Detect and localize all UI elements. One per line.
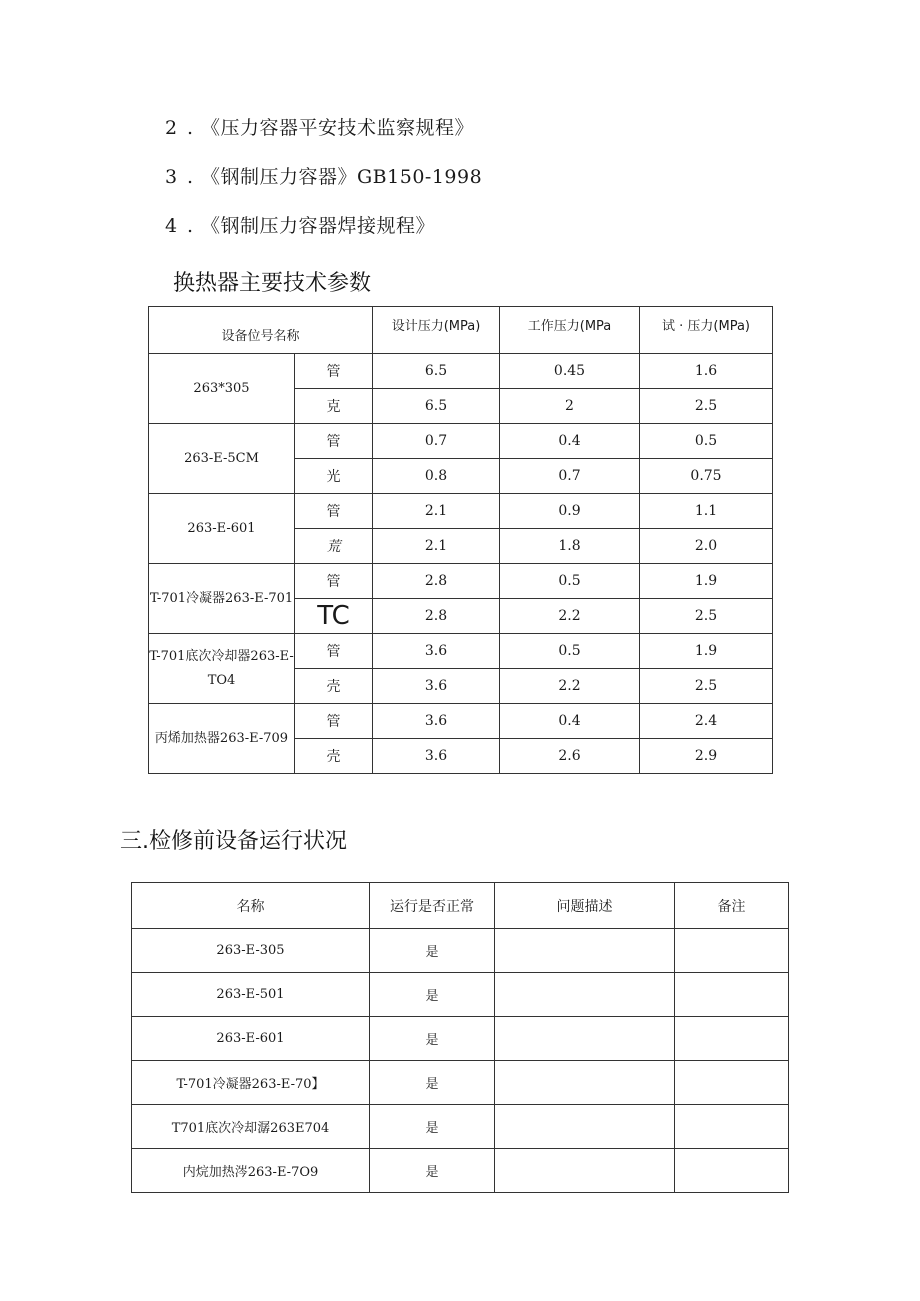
running-normal: 是 <box>370 1061 495 1105</box>
problem-description <box>495 973 675 1017</box>
test-pressure: 0.5 <box>640 424 773 459</box>
equipment-name: T701底次冷却潺263E704 <box>132 1105 370 1149</box>
side-label: 壳 <box>295 669 373 704</box>
working-pressure: 0.5 <box>500 634 640 669</box>
header-normal: 运行是否正常 <box>370 883 495 929</box>
reference-item: 2 . 《压力容器平安技术监察规程》 <box>165 117 475 139</box>
reference-number: 3 <box>165 166 178 188</box>
reference-item: 3 . 《钢制压力容器》GB150-1998 <box>165 166 483 188</box>
working-pressure: 2.2 <box>500 669 640 704</box>
equipment-name: 263*305 <box>149 354 295 424</box>
test-pressure: 1.6 <box>640 354 773 389</box>
remark <box>675 1149 789 1193</box>
running-normal: 是 <box>370 1149 495 1193</box>
working-pressure: 0.9 <box>500 494 640 529</box>
header-remark: 备注 <box>675 883 789 929</box>
design-pressure: 3.6 <box>373 704 500 739</box>
working-pressure: 2.6 <box>500 739 640 774</box>
equipment-name: 263-E-601 <box>132 1017 370 1061</box>
design-pressure: 2.1 <box>373 494 500 529</box>
design-pressure: 3.6 <box>373 739 500 774</box>
reference-number: 4 <box>165 215 178 237</box>
design-pressure: 2.8 <box>373 564 500 599</box>
design-pressure: 6.5 <box>373 389 500 424</box>
problem-description <box>495 1105 675 1149</box>
header-test-pressure: 试 · 压力(MPa) <box>640 307 773 354</box>
table-row <box>149 354 773 389</box>
table-row <box>149 494 773 529</box>
working-pressure: 0.7 <box>500 459 640 494</box>
remark <box>675 973 789 1017</box>
running-normal: 是 <box>370 929 495 973</box>
equipment-name: 263-E-501 <box>132 973 370 1017</box>
side-label: 管 <box>295 494 373 529</box>
test-pressure: 1.9 <box>640 564 773 599</box>
equipment-name: T-701冷凝器263-E-701 <box>149 564 295 634</box>
test-pressure: 2.5 <box>640 599 773 634</box>
remark <box>675 929 789 973</box>
problem-description <box>495 1149 675 1193</box>
table-row <box>132 1105 789 1149</box>
side-label: 壳 <box>295 739 373 774</box>
reference-text: 《钢制压力容器》GB150-1998 <box>201 166 483 188</box>
design-pressure: 6.5 <box>373 354 500 389</box>
test-pressure: 2.4 <box>640 704 773 739</box>
test-pressure: 2.5 <box>640 669 773 704</box>
equipment-name: 263-E-5CM <box>149 424 295 494</box>
working-pressure: 0.4 <box>500 424 640 459</box>
reference-text: 《钢制压力容器焊接规程》 <box>201 215 436 237</box>
design-pressure: 0.8 <box>373 459 500 494</box>
problem-description <box>495 929 675 973</box>
design-pressure: 0.7 <box>373 424 500 459</box>
side-label: 管 <box>295 564 373 599</box>
design-pressure: 2.8 <box>373 599 500 634</box>
table-row <box>132 1061 789 1105</box>
table-row <box>149 704 773 739</box>
side-label: TC <box>295 599 373 634</box>
table-row <box>149 634 773 669</box>
test-pressure: 1.9 <box>640 634 773 669</box>
working-pressure: 2.2 <box>500 599 640 634</box>
remark <box>675 1017 789 1061</box>
table-row <box>149 424 773 459</box>
working-pressure: 1.8 <box>500 529 640 564</box>
parameters-table <box>148 306 773 774</box>
header-working-pressure: 工作压力(MPa <box>500 307 640 354</box>
side-label: 管 <box>295 634 373 669</box>
header-design-pressure: 设计压力(MPa) <box>373 307 500 354</box>
design-pressure: 3.6 <box>373 634 500 669</box>
running-normal: 是 <box>370 1017 495 1061</box>
status-table <box>131 882 789 1193</box>
remark <box>675 1061 789 1105</box>
equipment-name: T-701冷凝器263-E-70】 <box>132 1061 370 1105</box>
test-pressure: 1.1 <box>640 494 773 529</box>
table-row <box>132 1017 789 1061</box>
table-row <box>149 564 773 599</box>
table-header-row <box>149 307 773 354</box>
running-normal: 是 <box>370 1105 495 1149</box>
test-pressure: 2.9 <box>640 739 773 774</box>
equipment-name: T-701底次冷却器263-E-TO4 <box>149 634 295 704</box>
header-name: 名称 <box>132 883 370 929</box>
working-pressure: 0.5 <box>500 564 640 599</box>
test-pressure: 2.5 <box>640 389 773 424</box>
remark <box>675 1105 789 1149</box>
working-pressure: 2 <box>500 389 640 424</box>
side-label: 管 <box>295 354 373 389</box>
side-label: 管 <box>295 704 373 739</box>
equipment-name: 内烷加热涔263-E-7O9 <box>132 1149 370 1193</box>
design-pressure: 2.1 <box>373 529 500 564</box>
test-pressure: 0.75 <box>640 459 773 494</box>
reference-item: 4 . 《钢制压力容器焊接规程》 <box>165 215 436 237</box>
table-row <box>132 1149 789 1193</box>
design-pressure: 3.6 <box>373 669 500 704</box>
side-label: 光 <box>295 459 373 494</box>
equipment-name: 263-E-305 <box>132 929 370 973</box>
problem-description <box>495 1017 675 1061</box>
side-label: 荒 <box>295 529 373 564</box>
problem-description <box>495 1061 675 1105</box>
running-normal: 是 <box>370 973 495 1017</box>
header-equipment-name: 设备位号名称 <box>149 307 373 354</box>
section-title-parameters: 换热器主要技术参数 <box>173 271 372 296</box>
test-pressure: 2.0 <box>640 529 773 564</box>
header-problem: 问题描述 <box>495 883 675 929</box>
side-label: 管 <box>295 424 373 459</box>
side-label: 克 <box>295 389 373 424</box>
section-title-status: 三.检修前设备运行状况 <box>120 829 347 854</box>
equipment-name: 263-E-601 <box>149 494 295 564</box>
working-pressure: 0.4 <box>500 704 640 739</box>
reference-text: 《压力容器平安技术监察规程》 <box>201 117 475 139</box>
reference-number: 2 <box>165 117 178 139</box>
working-pressure: 0.45 <box>500 354 640 389</box>
table-header-row <box>132 883 789 929</box>
equipment-name: 丙烯加热器263-E-709 <box>149 704 295 774</box>
table-row <box>132 929 789 973</box>
table-row <box>132 973 789 1017</box>
